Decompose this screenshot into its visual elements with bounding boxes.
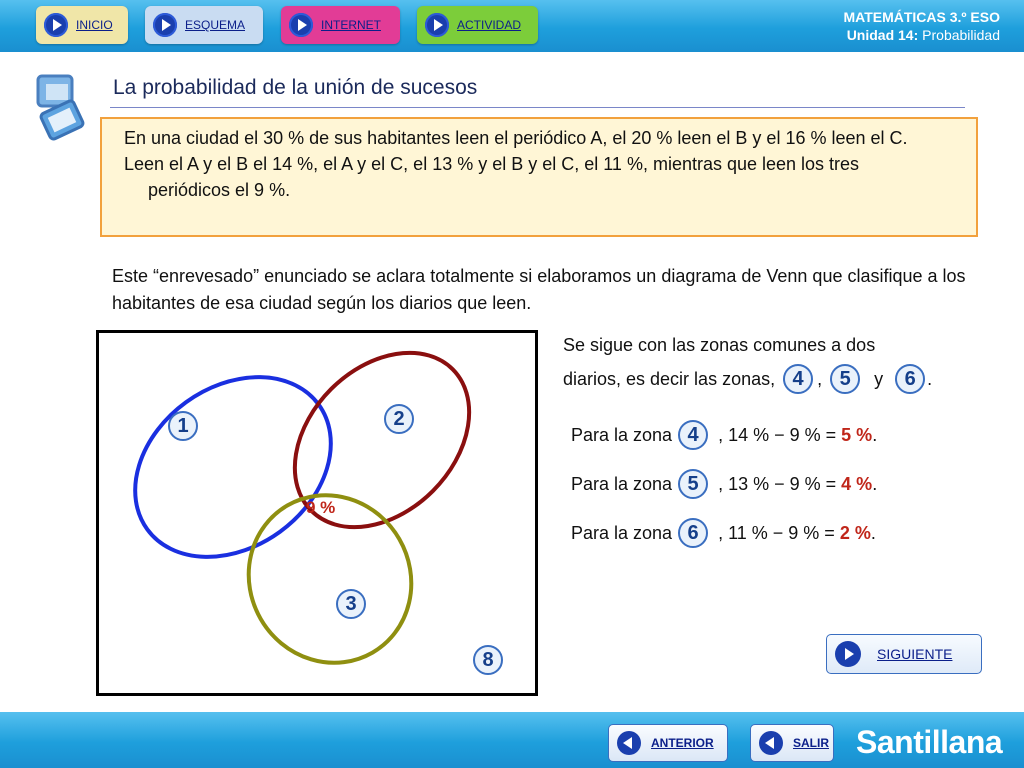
zone-6-row: [571, 518, 876, 548]
comma: ,: [817, 369, 823, 389]
zone-prefix: Para la zona: [571, 473, 673, 494]
problem-line-1: En una ciudad el 30 % de sus habitantes leen el periódico A, el 20 % leen el B y el 16 % leen el C.: [124, 128, 908, 148]
problem-line-2: Leen el A y el B el 14 %, el A y el C, el 13 % y el B y el C, el 11 %, mientras que leen los tres periódicos el 9 %.: [124, 154, 860, 200]
actividad-label: ACTIVIDAD: [457, 18, 522, 32]
zone-end: .: [870, 522, 876, 543]
zone-calc: , 14 % − 9 % =: [718, 424, 837, 445]
anterior-label: ANTERIOR: [651, 736, 714, 750]
salir-button[interactable]: [750, 724, 834, 762]
unit-label: Unidad 14:: [846, 27, 919, 43]
problem-statement: [100, 117, 978, 237]
zone-number-badge: 6: [678, 518, 708, 548]
zone-5-badge: 5: [830, 364, 860, 394]
period: .: [927, 369, 933, 389]
zone-4-badge: 4: [783, 364, 813, 394]
zone-end: .: [872, 473, 878, 494]
section-icon: [32, 72, 92, 142]
zone-result: 4 %: [841, 473, 873, 494]
siguiente-button[interactable]: [826, 634, 982, 674]
zone-8-badge: 8: [473, 645, 503, 675]
siguiente-label: SIGUIENTE: [877, 646, 953, 662]
zone-6-badge: 6: [895, 364, 925, 394]
set-a-ellipse: [100, 340, 366, 594]
explanation-text: [563, 328, 1003, 396]
zone-calc: , 13 % − 9 % =: [718, 473, 837, 494]
title-divider: [110, 107, 965, 108]
zone-number-badge: 5: [678, 469, 708, 499]
play-icon: [425, 13, 449, 37]
zone-number-badge: 4: [678, 420, 708, 450]
zone-result: 2 %: [839, 522, 871, 543]
explanation-line-1: Se sigue con las zonas comunes a dos: [563, 335, 876, 355]
play-icon: [835, 641, 861, 667]
zone-1-badge: 1: [168, 411, 198, 441]
inicio-button[interactable]: [36, 6, 128, 44]
zone-calc: , 11 % − 9 % =: [718, 522, 835, 543]
play-icon: [44, 13, 68, 37]
back-arrow-icon: [759, 731, 783, 755]
play-icon: [153, 13, 177, 37]
salir-label: SALIR: [793, 736, 829, 750]
internet-label: INTERNET: [321, 18, 381, 32]
zone-prefix: Para la zona: [571, 522, 673, 543]
zone-end: .: [872, 424, 878, 445]
zone-3-badge: 3: [336, 589, 366, 619]
page-title: La probabilidad de la unión de sucesos: [113, 76, 478, 99]
actividad-button[interactable]: [417, 6, 538, 44]
unit-name: Probabilidad: [922, 27, 1000, 43]
esquema-label: ESQUEMA: [185, 18, 246, 32]
course-header: [843, 8, 1000, 44]
explanation-line-2: [563, 362, 1003, 396]
explanation-zones-text: diarios, es decir las zonas,: [563, 369, 776, 389]
zone-2-badge: 2: [384, 404, 414, 434]
inicio-label: INICIO: [76, 18, 113, 32]
zone-4-row: [571, 420, 877, 450]
zone-result: 5 %: [841, 424, 873, 445]
zone-5-row: [571, 469, 877, 499]
publisher-logo: Santillana: [856, 724, 1003, 760]
esquema-button[interactable]: [145, 6, 263, 44]
center-value: 9 %: [306, 498, 336, 517]
course-title: MATEMÁTICAS 3.º ESO: [843, 9, 1000, 25]
play-icon: [289, 13, 313, 37]
intro-text: Este “enrevesado” enunciado se aclara totalmente si elaboramos un diagrama de Venn que clasifique a los habitantes de esa ciudad según los diarios que leen.: [112, 266, 966, 313]
back-arrow-icon: [617, 731, 641, 755]
internet-button[interactable]: [281, 6, 400, 44]
anterior-button[interactable]: [608, 724, 728, 762]
and-word: y: [874, 369, 884, 389]
set-b-ellipse: [260, 330, 503, 562]
zone-prefix: Para la zona: [571, 424, 673, 445]
